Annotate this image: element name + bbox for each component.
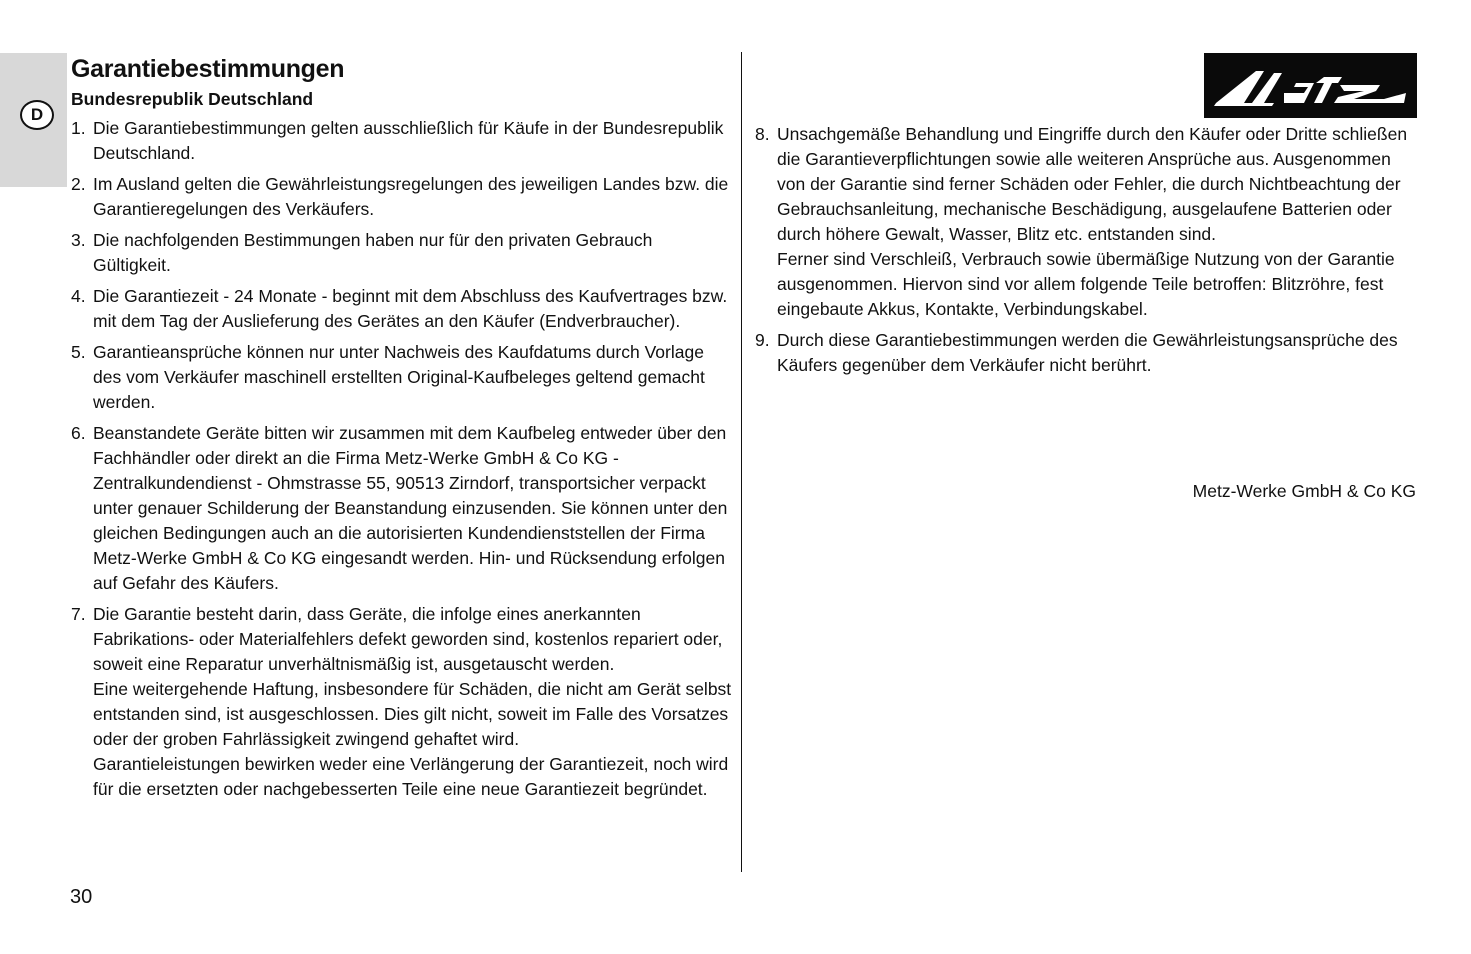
clause-number: 6. bbox=[71, 423, 86, 443]
clause-text: Garantieleistungen bewirken weder eine Verlängerung der Garantiezeit, noch wird für die ersetzten oder nachgebesserten Teile eine neue Garantiezeit begründet. bbox=[93, 754, 729, 799]
clause-number: 3. bbox=[71, 230, 86, 250]
clause-number: 1. bbox=[71, 118, 86, 138]
clause-list-right bbox=[755, 122, 1417, 378]
clause-text: Ferner sind Verschleiß, Verbrauch sowie übermäßige Nutzung von der Garantie ausgenommen. Hiervon sind vor allem folgende Teile betroffen: Blitzröhre, fest eingebaute Akkus, Kontakte, Verbindungskabel. bbox=[777, 249, 1395, 319]
clause-number: 8. bbox=[755, 124, 770, 144]
clause-item bbox=[71, 172, 733, 222]
company-signature: Metz-Werke GmbH & Co KG bbox=[1192, 481, 1416, 501]
clause-item bbox=[71, 228, 733, 278]
clause-number: 7. bbox=[71, 604, 86, 624]
clause-item bbox=[71, 284, 733, 334]
page-subtitle: Bundesrepublik Deutschland bbox=[71, 89, 314, 109]
page-title: Garantiebestimmungen bbox=[71, 55, 345, 83]
clause-list-left bbox=[71, 116, 733, 802]
clause-text: Die Garantie besteht darin, dass Geräte, die infolge eines anerkannten Fabrikations- oder Materialfehlers defekt geworden sind, kostenlos repariert oder, soweit eine Reparatur unverhältnismäßig ist, ausgetauscht werden. bbox=[93, 604, 723, 674]
clause-number: 4. bbox=[71, 286, 86, 306]
clause-text: Beanstandete Geräte bitten wir zusammen mit dem Kaufbeleg entweder über den Fachhändler oder direkt an die Firma Metz-Werke GmbH & Co KG - Zentralkundendienst - Ohmstrasse 55, 90513 Zirndorf, transportsicher verpackt unter genauer Schilderung der Beanstandung einzusenden. Sie können unter den gleichen Bedingungen auch an die autorisierten Kundendienststellen der Firma Metz-Werke GmbH & Co KG eingesandt werden. Hin- und Rücksendung erfolgen auf Gefahr des Käufers. bbox=[93, 423, 728, 593]
clause-text: Die nachfolgenden Bestimmungen haben nur für den privaten Gebrauch Gültigkeit. bbox=[93, 230, 653, 275]
right-column bbox=[755, 122, 1417, 384]
column-divider bbox=[741, 52, 742, 872]
clause-item bbox=[755, 122, 1417, 322]
left-column bbox=[71, 52, 733, 808]
clause-text: Im Ausland gelten die Gewährleistungsregelungen des jeweiligen Landes bzw. die Garantieregelungen des Verkäufers. bbox=[93, 174, 729, 219]
clause-text: Garantieansprüche können nur unter Nachweis des Kaufdatums durch Vorlage des vom Verkäufer maschinell erstellten Original-Kaufbeleges geltend gemacht werden. bbox=[93, 342, 705, 412]
clause-text: Durch diese Garantiebestimmungen werden die Gewährleistungsansprüche des Käufers gegenüber dem Verkäufer nicht berührt. bbox=[777, 330, 1398, 375]
clause-number: 2. bbox=[71, 174, 86, 194]
page-number: 30 bbox=[70, 886, 93, 908]
clause-text: Die Garantiezeit - 24 Monate - beginnt mit dem Abschluss des Kaufvertrages bzw. mit dem Tag der Auslieferung des Gerätes an den Käufer (Endverbraucher). bbox=[93, 286, 728, 331]
clause-item bbox=[755, 328, 1417, 378]
clause-item bbox=[71, 116, 733, 166]
clause-number: 9. bbox=[755, 330, 770, 350]
clause-item bbox=[71, 602, 733, 802]
clause-text: Eine weitergehende Haftung, insbesondere für Schäden, die nicht am Gerät selbst entstanden sind, ist ausgeschlossen. Dies gilt nicht, soweit im Falle des Vorsatzes oder der groben Fahrlässigkeit zwingend gehaftet wird. bbox=[93, 679, 732, 749]
language-badge: D bbox=[20, 100, 54, 130]
metz-logo-icon bbox=[1204, 53, 1417, 118]
clause-item bbox=[71, 340, 733, 415]
clause-number: 5. bbox=[71, 342, 86, 362]
clause-text: Die Garantiebestimmungen gelten ausschließlich für Käufe in der Bundesrepublik Deutschland. bbox=[93, 118, 724, 163]
clause-item bbox=[71, 421, 733, 596]
metz-logo bbox=[1204, 53, 1417, 118]
clause-text: Unsachgemäße Behandlung und Eingriffe durch den Käufer oder Dritte schließen die Garantieverpflichtungen sowie alle weiteren Ansprüche aus. Ausgenommen von der Garantie sind ferner Schäden oder Fehler, die durch Nichtbeachtung der Gebrauchsanleitung, mechanische Beschädigung, ausgelaufene Batterien oder durch höhere Gewalt, Wasser, Blitz etc. entstanden sind. bbox=[777, 124, 1408, 244]
